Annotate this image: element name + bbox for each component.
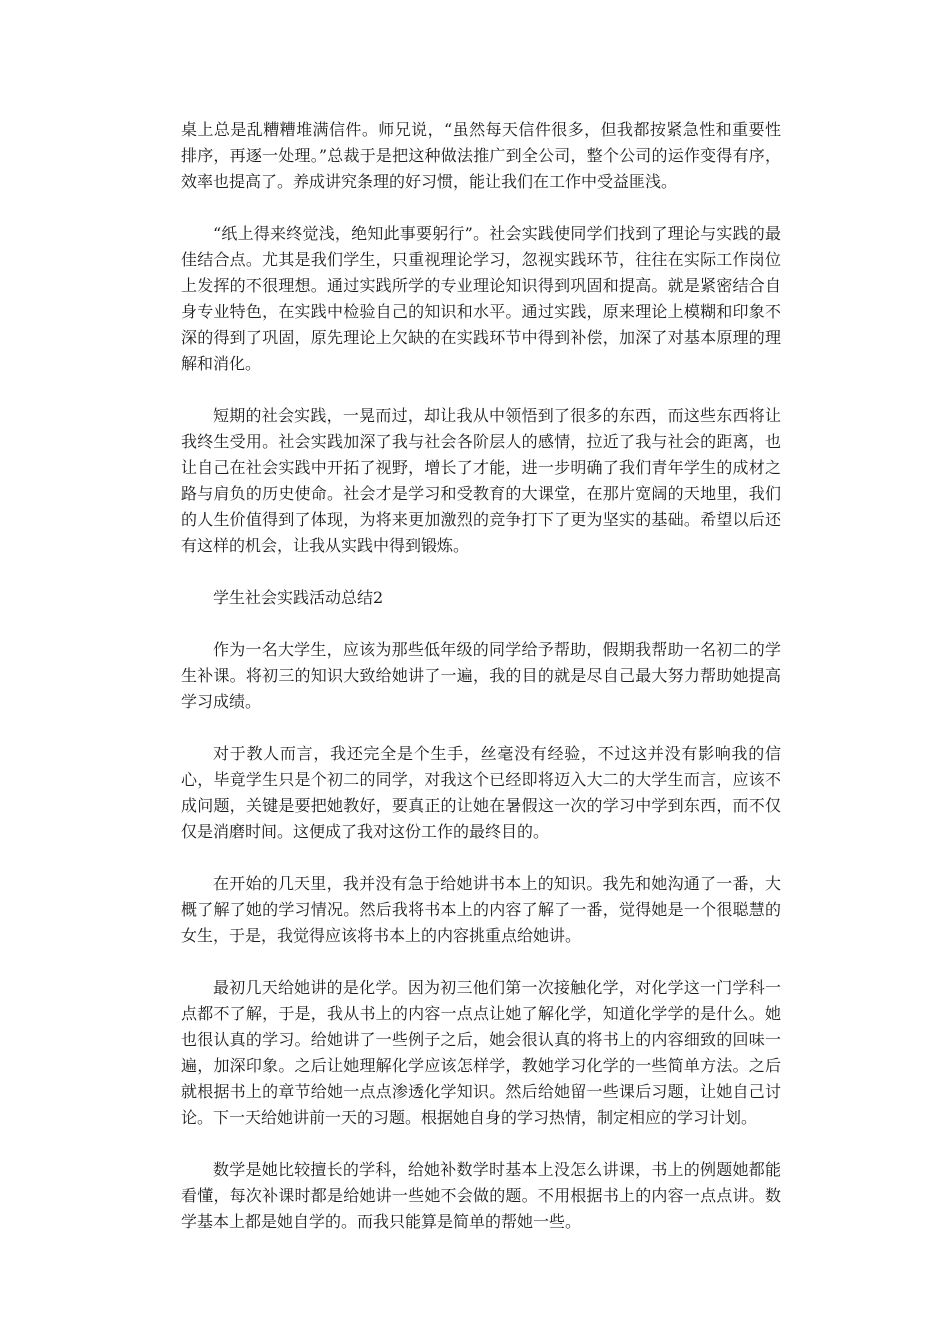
paragraph-8: 数学是她比较擅长的学科，给她补数学时基本上没怎么讲课，书上的例题她都能看懂，每次补课时都是给她讲一些她不会做的题。不用根据书上的内容一点点讲。数学基本上都是她自学的。而我只能算是简单的帮她一些。 (181, 1160, 781, 1231)
paragraph-3: 短期的社会实践，一晃而过，却让我从中领悟到了很多的东西，而这些东西将让我终生受用。社会实践加深了我与社会各阶层人的感情，拉近了我与社会的距离，也让自己在社会实践中开拓了视野，增长了才能，进一步明确了我们青年学生的成材之路与肩负的历史使命。社会才是学习和受教育的大课堂，在那片宽阔的天地里，我们的人生价值得到了体现，为将来更加激烈的竞争打下了更为坚实的基础。希望以后还有这样的机会，让我从实践中得到锻炼。 (181, 406, 781, 555)
paragraph-1: 桌上总是乱糟糟堆满信件。师兄说，“虽然每天信件很多，但我都按紧急性和重要性排序，再逐一处理。”总裁于是把这种做法推广到全公司，整个公司的运作变得有序，效率也提高了。养成讲究条理的好习惯，能让我们在工作中受益匪浅。 (181, 120, 781, 191)
paragraph-2: “纸上得来终觉浅，绝知此事要躬行”。社会实践使同学们找到了理论与实践的最佳结合点。尤其是我们学生，只重视理论学习，忽视实践环节，往往在实际工作岗位上发挥的不很理想。通过实践所学的专业理论知识得到巩固和提高。就是紧密结合自身专业特色，在实践中检验自己的知识和水平。通过实践，原来理论上模糊和印象不深的得到了巩固，原先理论上欠缺的在实践环节中得到补偿，加深了对基本原理的理解和消化。 (181, 224, 781, 373)
paragraph-6: 在开始的几天里，我并没有急于给她讲书本上的知识。我先和她沟通了一番，大概了解了她的学习情况。然后我将书本上的内容了解了一番，觉得她是一个很聪慧的女生，于是，我觉得应该将书本上的内容挑重点给她讲。 (181, 874, 781, 945)
section-heading: 学生社会实践活动总结2 (213, 588, 384, 607)
document-body (181, 117, 781, 1261)
paragraph-4: 作为一名大学生，应该为那些低年级的同学给予帮助，假期我帮助一名初二的学生补课。将初三的知识大致给她讲了一遍，我的目的就是尽自己最大努力帮助她提高学习成绩。 (181, 640, 781, 711)
paragraph-5: 对于教人而言，我还完全是个生手，丝毫没有经验，不过这并没有影响我的信心，毕竟学生只是个初二的同学，对我这个已经即将迈入大二的大学生而言，应该不成问题，关键是要把她教好，要真正的让她在暑假这一次的学习中学到东西，而不仅仅是消磨时间。这便成了我对这份工作的最终目的。 (181, 744, 781, 841)
paragraph-7: 最初几天给她讲的是化学。因为初三他们第一次接触化学，对化学这一门学科一点都不了解，于是，我从书上的内容一点点让她了解化学，知道化学学的是什么。她也很认真的学习。给她讲了一些例子之后，她会很认真的将书上的内容细致的回味一遍，加深印象。之后让她理解化学应该怎样学，教她学习化学的一些简单方法。之后就根据书上的章节给她一点点渗透化学知识。然后给她留一些课后习题，让她自己讨论。下一天给她讲前一天的习题。根据她自身的学习热情，制定相应的学习计划。 (181, 978, 781, 1127)
